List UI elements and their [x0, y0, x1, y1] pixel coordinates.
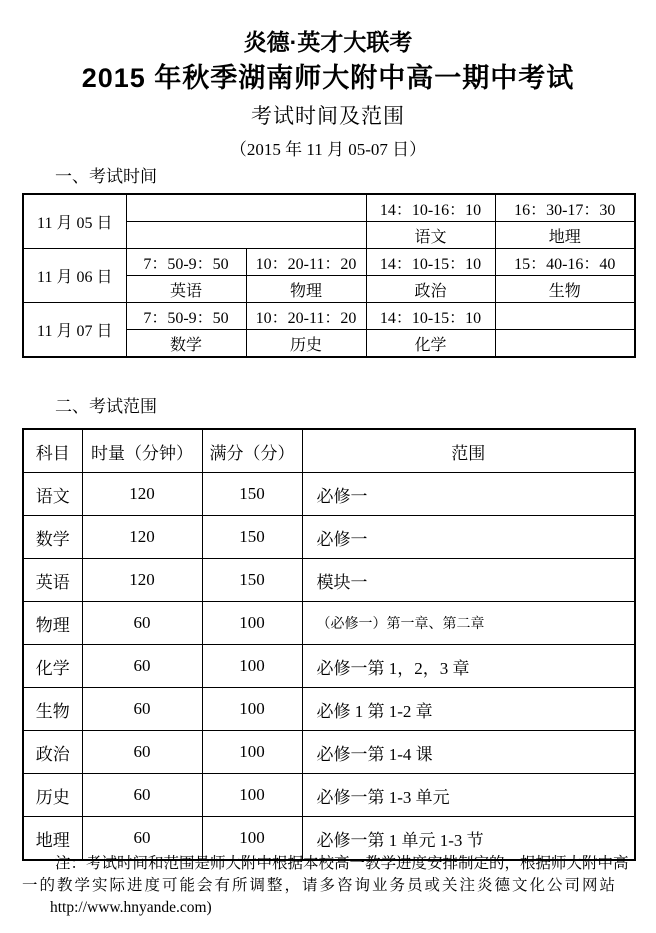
scope-cell: 必修一第 1，2，3 章	[302, 645, 635, 688]
exam-scope-heading: 二、考试范围	[55, 397, 157, 416]
exam-time-heading: 一、考试时间	[55, 167, 157, 186]
subject-cell: 地理	[23, 817, 82, 861]
subject-cell: 政治	[23, 731, 82, 774]
subject-cell: 英语	[126, 276, 246, 303]
table-row	[23, 602, 635, 645]
scope-cell: 模块一	[302, 559, 635, 602]
table-row	[23, 303, 635, 330]
footnote-line: 一的教学实际进度可能会有所调整，请多咨询业务员或关注炎德文化公司网站	[22, 877, 618, 894]
subject-cell: 英语	[23, 559, 82, 602]
scope-cell: 必修一第 1-4 课	[302, 731, 635, 774]
exam-title: 2015 年秋季湖南师大附中高一期中考试	[81, 63, 575, 93]
table-row	[23, 645, 635, 688]
time-cell: 7：50-9：50	[126, 249, 246, 276]
minutes-cell: 120	[82, 473, 202, 516]
empty-time-cell	[495, 303, 635, 330]
time-cell: 14：10-16：10	[366, 194, 495, 222]
col-header-subject: 科目	[23, 429, 82, 473]
footnote	[22, 853, 638, 919]
full-score-cell: 100	[202, 774, 302, 817]
full-score-cell: 150	[202, 559, 302, 602]
table-row	[23, 194, 635, 222]
exam-time-table	[22, 193, 636, 358]
subject-cell: 数学	[23, 516, 82, 559]
subject-cell: 历史	[246, 330, 366, 358]
minutes-cell: 120	[82, 516, 202, 559]
full-score-cell: 100	[202, 817, 302, 861]
subject-cell: 化学	[366, 330, 495, 358]
subject-cell: 物理	[23, 602, 82, 645]
table-row	[23, 731, 635, 774]
empty-subject-cell	[495, 330, 635, 358]
table-row	[23, 559, 635, 602]
date-cell: 11 月 06 日	[23, 249, 126, 303]
subject-cell: 数学	[126, 330, 246, 358]
minutes-cell: 60	[82, 602, 202, 645]
subject-cell: 历史	[23, 774, 82, 817]
subject-cell: 生物	[23, 688, 82, 731]
full-score-cell: 100	[202, 731, 302, 774]
subject-cell: 物理	[246, 276, 366, 303]
scope-cell: 必修一第 1 单元 1-3 节	[302, 817, 635, 861]
subject-cell: 语文	[23, 473, 82, 516]
page-subtitle: 考试时间及范围	[251, 105, 405, 128]
time-cell: 7：50-9：50	[126, 303, 246, 330]
date-cell: 11 月 05 日	[23, 194, 126, 249]
scope-cell: 必修一第 1-3 单元	[302, 774, 635, 817]
exam-scope-table	[22, 428, 636, 861]
table-row	[23, 249, 635, 276]
scope-cell: 必修一	[302, 473, 635, 516]
table-row	[23, 473, 635, 516]
scope-cell: 必修 1 第 1-2 章	[302, 688, 635, 731]
time-cell: 14：10-15：10	[366, 249, 495, 276]
table-row	[23, 516, 635, 559]
full-score-cell: 150	[202, 473, 302, 516]
empty-time-cell	[126, 194, 366, 222]
document-header	[0, 0, 656, 160]
full-score-cell: 150	[202, 516, 302, 559]
subject-cell: 地理	[495, 222, 635, 249]
full-score-cell: 100	[202, 645, 302, 688]
col-header-full-score: 满分（分）	[202, 429, 302, 473]
time-cell: 10：20-11：20	[246, 303, 366, 330]
footnote-url: http://www.hnyande.com)	[50, 899, 212, 916]
time-cell: 16：30-17：30	[495, 194, 635, 222]
exam-date-range: （2015 年 11 月 05-07 日）	[229, 140, 427, 159]
date-cell: 11 月 07 日	[23, 303, 126, 358]
time-cell: 14：10-15：10	[366, 303, 495, 330]
table-row	[23, 774, 635, 817]
empty-subject-cell	[126, 222, 366, 249]
minutes-cell: 120	[82, 559, 202, 602]
minutes-cell: 60	[82, 645, 202, 688]
col-header-minutes: 时量（分钟）	[82, 429, 202, 473]
header-row	[23, 429, 635, 473]
time-cell: 10：20-11：20	[246, 249, 366, 276]
table-row	[23, 688, 635, 731]
minutes-cell: 60	[82, 774, 202, 817]
col-header-scope: 范围	[302, 429, 635, 473]
time-cell: 15：40-16：40	[495, 249, 635, 276]
minutes-cell: 60	[82, 731, 202, 774]
subject-cell: 生物	[495, 276, 635, 303]
scope-cell: 必修一	[302, 516, 635, 559]
subject-cell: 语文	[366, 222, 495, 249]
full-score-cell: 100	[202, 688, 302, 731]
full-score-cell: 100	[202, 602, 302, 645]
subject-cell: 化学	[23, 645, 82, 688]
subject-cell: 政治	[366, 276, 495, 303]
minutes-cell: 60	[82, 817, 202, 861]
footnote-line: 注：考试时间和范围是师大附中根据本校高一教学进度安排制定的，根据师大附中高	[55, 855, 629, 872]
minutes-cell: 60	[82, 688, 202, 731]
brand-title: 炎德·英才大联考	[243, 29, 413, 55]
scope-cell: （必修一）第一章、第二章	[302, 602, 635, 645]
